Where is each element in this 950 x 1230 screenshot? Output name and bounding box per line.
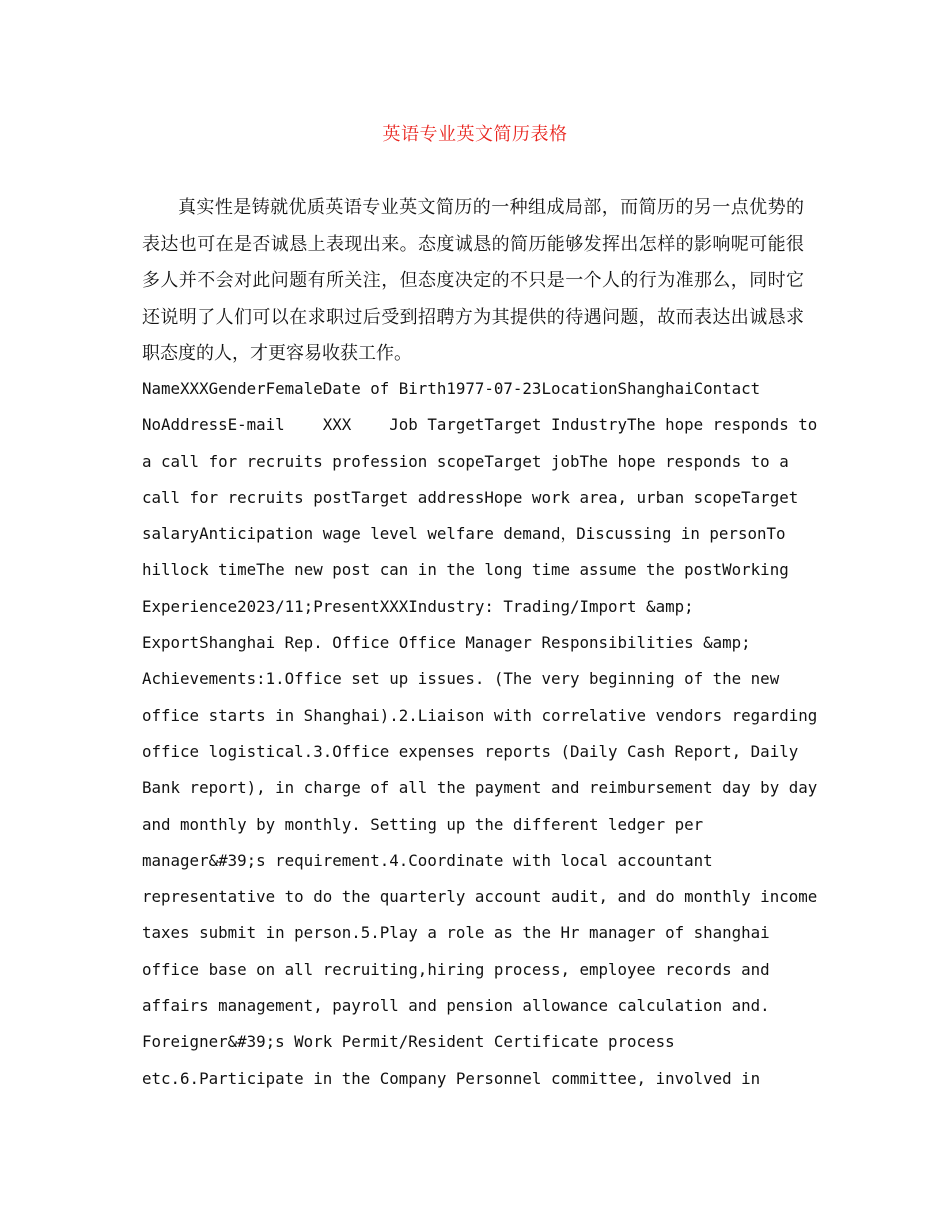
body-line: NoAddressE-mail XXX Job TargetTarget IndustryThe hope responds to [142,415,818,435]
body-line: etc.6.Participate in the Company Personnel committee, involved in [142,1068,761,1088]
intro-paragraph: 真实性是铸就优质英语专业英文简历的一种组成局部，而简历的另一点优势的表达也可在是否诚恳上表现出来。态度诚恳的简历能够发挥出怎样的影响呢可能很多人并不会对此问题有所关注，但态度决定的不只是一个人的行为准那么，同时它还说明了人们可以在求职过后受到招聘方为其提供的待遇问题，故而表达出诚恳求职态度的人，才更容易收获工作。 [142,197,804,364]
body-line: Achievements:1.Office set up issues. (The very beginning of the new [142,669,780,689]
body-line: representative to do the quarterly account audit, and do monthly income [142,887,818,907]
body-line: taxes submit in person.5.Play a role as the Hr manager of shanghai [142,923,770,943]
body-line: Foreigner&#39;s Work Permit/Resident Certificate process [142,1032,675,1052]
resume-body-text [142,371,822,1097]
body-line: a call for recruits profession scopeTarget jobThe hope responds to a [142,451,789,471]
body-line: salaryAnticipation wage level welfare demand，Discussing in personTo [142,524,786,544]
body-line: hillock timeThe new post can in the long time assume the postWorking [142,560,789,580]
body-line: Experience2023/11;PresentXXXIndustry: Trading/Import &amp; [142,596,694,616]
body-line: office base on all recruiting,hiring process, employee records and [142,959,770,979]
body-line: and monthly by monthly. Setting up the different ledger per [142,814,704,834]
body-line: NameXXXGenderFemaleDate of Birth1977-07-23LocationShanghaiContact [142,379,761,398]
body-line: Bank report), in charge of all the payment and reimbursement day by day [142,778,818,798]
body-line: call for recruits postTarget addressHope work area, urban scopeTarget [142,487,799,507]
body-line: manager&#39;s requirement.4.Coordinate with local accountant [142,850,713,870]
body-line: affairs management, payroll and pension allowance calculation and. [142,996,770,1016]
body-line: ExportShanghai Rep. Office Office Manager Responsibilities &amp; [142,633,751,653]
document-title: 英语专业英文简历表格 [382,124,568,145]
body-line: office starts in Shanghai).2.Liaison with correlative vendors regarding [142,705,818,725]
body-line: office logistical.3.Office expenses reports (Daily Cash Report, Daily [142,741,799,761]
